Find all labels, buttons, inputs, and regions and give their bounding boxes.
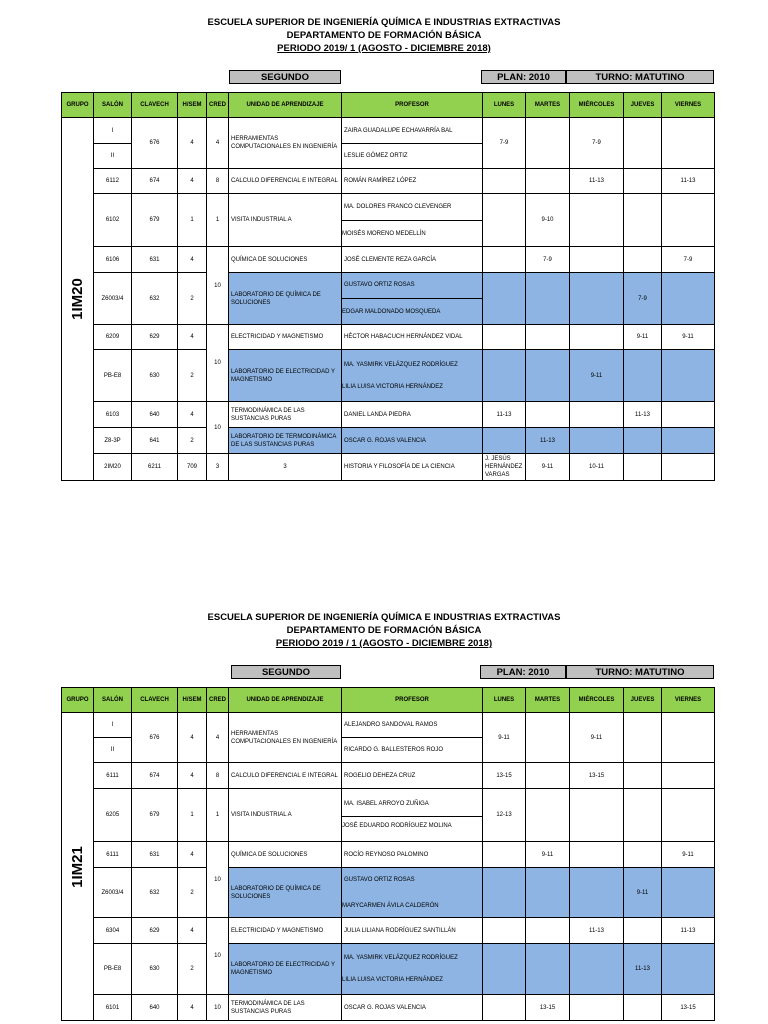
martes-cell: [526, 273, 570, 325]
martes-cell: 9-10: [526, 194, 570, 247]
miercoles-cell: 11-13: [570, 169, 624, 194]
col-salon: SALÓN: [94, 93, 132, 118]
salon-cell: PB-E8: [94, 944, 132, 995]
table-row: [62, 868, 715, 918]
table-header-row: [62, 688, 715, 713]
viernes-cell: [662, 944, 715, 995]
group-cell: 2IM20: [94, 454, 132, 481]
salon-cell: Z8-3P: [94, 428, 132, 454]
table-row: [62, 118, 715, 144]
profesor-cell: [342, 194, 483, 247]
martes-cell: [526, 118, 570, 169]
profesor-cell: [342, 868, 483, 918]
cred-cell: 10: [207, 995, 229, 1021]
profesor-name: LILIA LUISA VICTORIA HERNÁNDEZ: [342, 977, 443, 983]
salon-cell: 6304: [94, 918, 132, 944]
col-clavech: CLAVECH: [132, 688, 178, 713]
unidad-cell: LABORATORIO DE QUÍMICA DE SOLUCIONES: [229, 273, 342, 325]
profesor-cell: JOSÉ CLEMENTE REZA GARCÍA: [342, 247, 483, 273]
cred-cell: 10: [207, 402, 229, 454]
unidad-cell: HERRAMIENTAS COMPUTACIONALES EN INGENIERÍA: [229, 118, 342, 169]
miercoles-cell: [570, 273, 624, 325]
viernes-cell: [662, 868, 715, 918]
header-block-2: [0, 611, 768, 650]
col-viernes: VIERNES: [662, 688, 715, 713]
clave-cell: 676: [132, 118, 178, 169]
hsem-cell: 4: [178, 247, 207, 273]
salon-cell: PB-E8: [94, 350, 132, 402]
profesor-cell: OSCAR G. ROJAS VALENCIA: [342, 428, 483, 454]
martes-cell: [526, 944, 570, 995]
profesor-name: MA. YASMIRK VELÁZQUEZ RODRÍGUEZ: [344, 955, 458, 961]
jueves-cell: [624, 789, 662, 842]
plan-bar: PLAN: 2010: [481, 70, 566, 84]
martes-cell: 13-15: [526, 995, 570, 1021]
table-row: [62, 918, 715, 944]
jueves-cell: 7-9: [624, 273, 662, 325]
lunes-cell: [483, 194, 526, 247]
hsem-cell: 2: [178, 273, 207, 325]
miercoles-cell: 13-15: [570, 763, 624, 789]
group-cell: [62, 713, 94, 1021]
hsem-cell: 4: [178, 763, 207, 789]
hsem-cell: 4: [178, 995, 207, 1021]
cred-cell: 8: [207, 763, 229, 789]
hsem-cell: 2: [178, 868, 207, 918]
unidad-cell: QUÍMICA DE SOLUCIONES: [229, 247, 342, 273]
lunes-cell: [483, 350, 526, 402]
jueves-cell: 9-11: [624, 868, 662, 918]
col-martes: MARTES: [526, 688, 570, 713]
table-row: [62, 247, 715, 273]
lunes-cell: 12-13: [483, 789, 526, 842]
lunes-cell: [483, 325, 526, 350]
department-name: DEPARTAMENTO DE FORMACIÓN BÁSICA: [286, 30, 482, 41]
profesor-cell: J. JESÚS HERNÁNDEZ VARGAS: [483, 454, 526, 481]
martes-cell: [526, 325, 570, 350]
cred-cell: 4: [207, 713, 229, 763]
profesor-cell: [342, 273, 483, 325]
unidad-cell: QUÍMICA DE SOLUCIONES: [229, 842, 342, 868]
profesor-cell: DANIEL LANDA PIEDRA: [342, 402, 483, 428]
cred-cell: 1: [207, 789, 229, 842]
cred-cell: 8: [207, 169, 229, 194]
miercoles-cell: 9-11: [570, 713, 624, 763]
unidad-cell: CALCULO DIFERENCIAL E INTEGRAL: [229, 169, 342, 194]
lunes-cell: [483, 868, 526, 918]
unidad-cell: CALCULO DIFERENCIAL E INTEGRAL: [229, 763, 342, 789]
cred-cell: 4: [207, 118, 229, 169]
salon-cell: II: [94, 738, 132, 763]
unidad-cell: LABORATORIO DE ELECTRICIDAD Y MAGNETISMO: [229, 944, 342, 995]
lunes-cell: 13-15: [483, 763, 526, 789]
group-label: 1IM21: [68, 845, 86, 888]
jueves-cell: [662, 454, 715, 481]
lunes-cell: 11-13: [483, 402, 526, 428]
table-row: [62, 325, 715, 350]
group-cell: [62, 118, 94, 481]
col-unidad: UNIDAD DE APRENDIZAJE: [229, 688, 342, 713]
col-cred: CRED: [207, 93, 229, 118]
lunes-cell: [483, 944, 526, 995]
unidad-cell: TERMODINÁMICA DE LAS SUSTANCIAS PURAS: [229, 402, 342, 428]
clave-cell: 640: [132, 402, 178, 428]
martes-cell: [526, 402, 570, 428]
profesor-name: MA. DOLORES FRANCO CLEVENGER: [344, 203, 452, 210]
martes-cell: [526, 713, 570, 763]
department-name: DEPARTAMENTO DE FORMACIÓN BÁSICA: [286, 625, 482, 636]
clave-cell: 631: [132, 842, 178, 868]
table-header-row: [62, 93, 715, 118]
clave-cell: 674: [132, 763, 178, 789]
turno-bar: TURNO: MATUTINO: [566, 665, 714, 679]
martes-cell: 9-11: [526, 842, 570, 868]
salon-cell: 6112: [94, 169, 132, 194]
hsem-cell: 2: [178, 428, 207, 454]
salon-cell: 6101: [94, 995, 132, 1021]
lunes-cell: 9-11: [483, 713, 526, 763]
jueves-cell: [624, 194, 662, 247]
unidad-cell: VISITA INDUSTRIAL A: [229, 194, 342, 247]
plan-bar: PLAN: 2010: [480, 665, 566, 679]
hsem-cell: 1: [178, 194, 207, 247]
salon-cell: 6102: [94, 194, 132, 247]
lunes-cell: 9-11: [526, 454, 570, 481]
hsem-cell: 4: [178, 169, 207, 194]
col-martes: MARTES: [526, 93, 570, 118]
clave-cell: 632: [132, 273, 178, 325]
jueves-cell: [624, 428, 662, 454]
col-jueves: JUEVES: [624, 688, 662, 713]
profesor-cell: ALEJANDRO SANDOVAL RAMOS: [342, 713, 483, 738]
viernes-cell: [662, 194, 715, 247]
unidad-cell: LABORATORIO DE QUÍMICA DE SOLUCIONES: [229, 868, 342, 918]
martes-cell: [526, 868, 570, 918]
jueves-cell: [624, 763, 662, 789]
miercoles-cell: 11-13: [570, 918, 624, 944]
col-hsem: H/SEM: [178, 688, 207, 713]
clave-cell: 676: [132, 713, 178, 763]
profesor-cell: ROMÁN RAMÍREZ LÓPEZ: [342, 169, 483, 194]
clave-cell: 641: [132, 428, 178, 454]
profesor-name: LILIA LUISA VICTORIA HERNÁNDEZ: [342, 383, 443, 390]
schedule-table-1: [61, 92, 715, 481]
clave-cell: 630: [132, 350, 178, 402]
hsem-cell: 4: [178, 325, 207, 350]
clave-cell: 630: [132, 944, 178, 995]
viernes-cell: 9-11: [662, 325, 715, 350]
hsem-cell: 4: [178, 918, 207, 944]
col-clavech: CLAVECH: [132, 93, 178, 118]
lunes-cell: [483, 842, 526, 868]
cred-cell: 10: [207, 842, 229, 918]
salon-cell: II: [94, 144, 132, 169]
viernes-cell: [662, 789, 715, 842]
profesor-cell: OSCAR G. ROJAS VALENCIA: [342, 995, 483, 1021]
martes-cell: 10-11: [570, 454, 624, 481]
clave-cell: 679: [132, 194, 178, 247]
table-row: [62, 763, 715, 789]
semester-bar: SEGUNDO: [231, 665, 341, 679]
salon-cell: 6103: [94, 402, 132, 428]
profesor-name: MOISÉS MORENO MEDELLÍN: [342, 220, 482, 238]
miercoles-cell: [570, 428, 624, 454]
col-lunes: LUNES: [483, 688, 526, 713]
salon-cell: Z6003/4: [94, 868, 132, 918]
school-name: ESCUELA SUPERIOR DE INGENIERÍA QUÍMICA E INDUSTRIAS EXTRACTIVAS: [207, 612, 561, 623]
jueves-cell: [624, 918, 662, 944]
profesor-cell: LESLIE GÓMEZ ORTIZ: [342, 144, 483, 169]
jueves-cell: [624, 350, 662, 402]
salon-cell: 6111: [94, 763, 132, 789]
clave-cell: 629: [132, 325, 178, 350]
miercoles-cell: [570, 402, 624, 428]
col-lunes: LUNES: [483, 93, 526, 118]
profesor-name: MARYCARMEN ÁVILA CALDERÓN: [342, 902, 439, 909]
unidad-cell: LABORATORIO DE ELECTRICIDAD Y MAGNETISMO: [229, 350, 342, 402]
jueves-cell: [624, 247, 662, 273]
lunes-cell: [483, 169, 526, 194]
viernes-cell: 9-11: [662, 842, 715, 868]
miercoles-cell: 7-9: [570, 118, 624, 169]
miercoles-cell: [570, 944, 624, 995]
martes-cell: 7-9: [526, 247, 570, 273]
jueves-cell: [624, 995, 662, 1021]
jueves-cell: [624, 842, 662, 868]
profesor-cell: ROGELIO DEHEZA CRUZ: [342, 763, 483, 789]
clave-cell: 640: [132, 995, 178, 1021]
period-label: PERIODO 2019 / 1 (AGOSTO - DICIEMBRE 2018): [275, 638, 493, 649]
turno-bar: TURNO: MATUTINO: [566, 70, 714, 84]
group-label: 1IM20: [68, 278, 86, 320]
table-row: [62, 713, 715, 738]
col-jueves: JUEVES: [624, 93, 662, 118]
martes-cell: 11-13: [526, 428, 570, 454]
profesor-cell: JULIA LILIANA RODRÍGUEZ SANTILLÁN: [342, 918, 483, 944]
martes-cell: [526, 763, 570, 789]
martes-cell: [526, 789, 570, 842]
unidad-cell: ELECTRICIDAD Y MAGNETISMO: [229, 325, 342, 350]
col-miercoles: MIÉRCOLES: [570, 93, 624, 118]
col-miercoles: MIÉRCOLES: [570, 688, 624, 713]
col-hsem: H/SEM: [178, 93, 207, 118]
viernes-cell: [662, 118, 715, 169]
table-row: [62, 169, 715, 194]
unidad-cell: ELECTRICIDAD Y MAGNETISMO: [229, 918, 342, 944]
table-row: [62, 194, 715, 247]
unidad-cell: TERMODINÁMICA DE LAS SUSTANCIAS PURAS: [229, 995, 342, 1021]
martes-cell: [526, 918, 570, 944]
table-row: [62, 402, 715, 428]
period-label: PERIODO 2019/ 1 (AGOSTO - DICIEMBRE 2018): [277, 43, 491, 54]
col-viernes: VIERNES: [662, 93, 715, 118]
jueves-cell: 9-11: [624, 325, 662, 350]
salon-cell: 6111: [94, 842, 132, 868]
hsem-cell: 2: [178, 944, 207, 995]
profesor-cell: [342, 789, 483, 842]
cred-cell: 3: [229, 454, 342, 481]
miercoles-cell: [570, 194, 624, 247]
profesor-cell: [342, 350, 483, 402]
cred-cell: 10: [207, 325, 229, 402]
miercoles-cell: 9-11: [570, 350, 624, 402]
viernes-cell: 13-15: [662, 995, 715, 1021]
school-name: ESCUELA SUPERIOR DE INGENIERÍA QUÍMICA E INDUSTRIAS EXTRACTIVAS: [207, 17, 561, 28]
miercoles-cell: [570, 789, 624, 842]
viernes-cell: [662, 713, 715, 763]
lunes-cell: [483, 995, 526, 1021]
viernes-cell: [662, 402, 715, 428]
salon-cell: I: [94, 713, 132, 738]
viernes-cell: [662, 428, 715, 454]
profesor-cell: RICARDO G. BALLESTEROS ROJO: [342, 738, 483, 763]
salon-cell: 6106: [94, 247, 132, 273]
viernes-cell: 11-13: [662, 918, 715, 944]
viernes-cell: [662, 273, 715, 325]
clave-cell: 631: [132, 247, 178, 273]
clave-cell: 679: [132, 789, 178, 842]
miercoles-cell: [570, 868, 624, 918]
table-row: [62, 944, 715, 995]
table-row: [62, 350, 715, 402]
profesor-cell: ZAIRA GUADALUPE ECHAVARRÍA BAL: [342, 118, 483, 144]
profesor-name: GUSTAVO ORTIZ ROSAS: [344, 876, 415, 883]
clave-cell: 629: [132, 918, 178, 944]
martes-cell: [526, 350, 570, 402]
col-profesor: PROFESOR: [342, 93, 483, 118]
miercoles-cell: [570, 995, 624, 1021]
col-grupo: GRUPO: [62, 688, 94, 713]
viernes-cell: [662, 763, 715, 789]
lunes-cell: [483, 428, 526, 454]
jueves-cell: 11-13: [624, 402, 662, 428]
jueves-cell: [624, 169, 662, 194]
col-salon: SALÓN: [94, 688, 132, 713]
viernes-cell: 7-9: [662, 247, 715, 273]
salon-cell: I: [94, 118, 132, 144]
profesor-cell: [342, 944, 483, 995]
miercoles-cell: [570, 325, 624, 350]
lunes-cell: 7-9: [483, 118, 526, 169]
profesor-cell: HÉCTOR HABACUCH HERNÁNDEZ VIDAL: [342, 325, 483, 350]
lunes-cell: [483, 918, 526, 944]
hsem-cell: 1: [178, 789, 207, 842]
profesor-name: JOSÉ EDUARDO RODRÍGUEZ MOLINA: [342, 816, 482, 830]
profesor-name: MA. YASMIRK VELÁZQUEZ RODRÍGUEZ: [344, 361, 458, 368]
table-row: [62, 995, 715, 1021]
hsem-cell: 4: [178, 713, 207, 763]
jueves-cell: 11-13: [624, 944, 662, 995]
jueves-cell: [624, 713, 662, 763]
col-grupo: GRUPO: [62, 93, 94, 118]
unidad-cell: HERRAMIENTAS COMPUTACIONALES EN INGENIERÍA: [229, 713, 342, 763]
table-row: [62, 273, 715, 325]
hsem-cell: 4: [178, 402, 207, 428]
miercoles-cell: [624, 454, 662, 481]
schedule-table-2: [61, 687, 715, 1021]
clave-cell: 709: [178, 454, 207, 481]
profesor-name: MA. ISABEL ARROYO ZUÑIGA: [344, 801, 429, 807]
col-unidad: UNIDAD DE APRENDIZAJE: [229, 93, 342, 118]
table-row: [62, 842, 715, 868]
unidad-cell: LABORATORIO DE TERMODINÁMICA DE LAS SUSTANCIAS PURAS: [229, 428, 342, 454]
hsem-cell: 4: [178, 118, 207, 169]
clave-cell: 674: [132, 169, 178, 194]
profesor-name: GUSTAVO ORTIZ ROSAS: [344, 282, 415, 288]
salon-cell: 6211: [132, 454, 178, 481]
hsem-cell: 3: [207, 454, 229, 481]
salon-cell: Z6003/4: [94, 273, 132, 325]
salon-cell: 6205: [94, 789, 132, 842]
col-profesor: PROFESOR: [342, 688, 483, 713]
hsem-cell: 2: [178, 350, 207, 402]
unidad-cell: HISTORIA Y FILOSOFÍA DE LA CIENCIA: [342, 454, 483, 481]
col-cred: CRED: [207, 688, 229, 713]
lunes-cell: [483, 247, 526, 273]
profesor-name: EDGAR MALDONADO MOSQUEDA: [342, 298, 482, 316]
jueves-cell: [624, 118, 662, 169]
table-row: [62, 789, 715, 842]
table-row: [62, 428, 715, 454]
martes-cell: [526, 169, 570, 194]
cred-cell: 1: [207, 194, 229, 247]
semester-bar: SEGUNDO: [229, 70, 341, 84]
miercoles-cell: [570, 842, 624, 868]
unidad-cell: VISITA INDUSTRIAL A: [229, 789, 342, 842]
cred-cell: 10: [207, 247, 229, 325]
miercoles-cell: [570, 247, 624, 273]
salon-cell: 6209: [94, 325, 132, 350]
hsem-cell: 4: [178, 842, 207, 868]
clave-cell: 632: [132, 868, 178, 918]
table-row: [62, 454, 715, 481]
viernes-cell: 11-13: [662, 169, 715, 194]
lunes-cell: [483, 273, 526, 325]
cred-cell: 10: [207, 918, 229, 995]
header-block-1: [0, 16, 768, 55]
profesor-cell: ROCÍO REYNOSO PALOMINO: [342, 842, 483, 868]
viernes-cell: [662, 350, 715, 402]
